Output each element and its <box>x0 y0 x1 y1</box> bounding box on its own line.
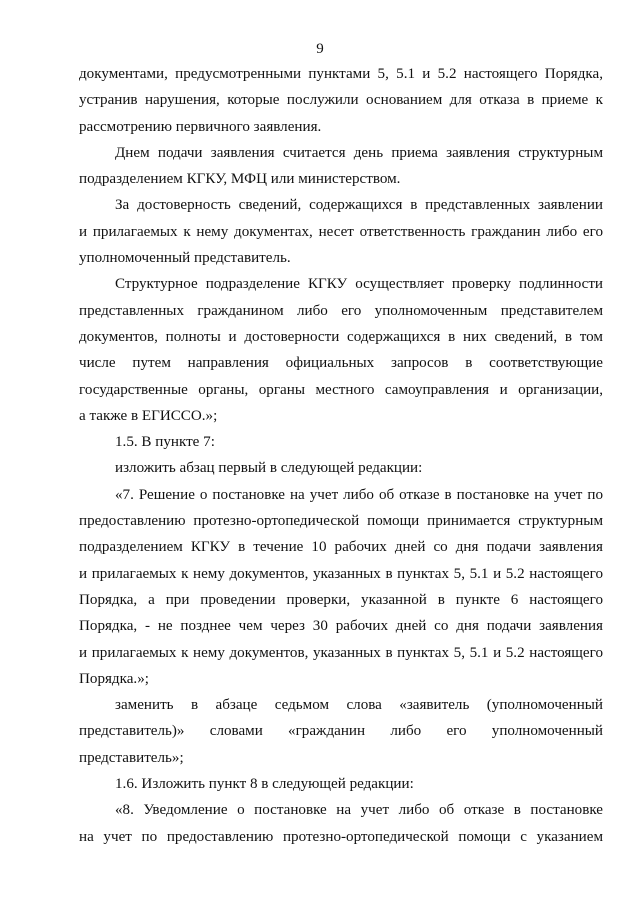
paragraph-item-1-5 <box>79 429 603 455</box>
text-line: документами, предусмотренными пунктами 5, 5.1 и 5.2 настоящего Порядка, <box>79 66 603 82</box>
text-line: и прилагаемых к нему документов, указанных в пунктах 5, 5.1 и 5.2 настоящего <box>79 644 603 661</box>
text-line: Порядка, - не позднее чем через 30 рабочих дней со дня подачи заявления <box>79 618 603 635</box>
text-line: предоставлению протезно-ортопедической помощи принимается структурным <box>79 513 603 530</box>
text-line: Порядка, а при проведении проверки, указанной в пункте 6 настоящего <box>79 591 603 608</box>
text-line: числе путем направления официальных запросов в соответствующие <box>79 355 603 372</box>
paragraph-item-1-6 <box>79 771 603 797</box>
text-line: а также в ЕГИССО.»; <box>79 407 218 424</box>
text-line: 1.6. Изложить пункт 8 в следующей редакции: <box>115 776 414 793</box>
text-line: устранив нарушения, которые послужили основанием для отказа в приеме к <box>79 92 603 109</box>
paragraph-filing-date <box>79 140 603 193</box>
page-number: 9 <box>316 41 324 57</box>
text-line: представитель»; <box>79 749 184 766</box>
text-line: рассмотрению первичного заявления. <box>79 118 322 135</box>
text-line: представленных гражданином либо его уполномоченным представителем <box>79 302 603 319</box>
text-line: подразделением КГКУ, МФЦ или министерством. <box>79 171 401 188</box>
paragraph-clause-8 <box>79 797 603 850</box>
text-line: Порядка.»; <box>79 670 149 687</box>
text-line: Днем подачи заявления считается день приема заявления структурным <box>115 144 603 161</box>
text-line: 1.5. В пункте 7: <box>115 434 215 451</box>
text-line: государственные органы, органы местного самоуправления и организации, <box>79 381 603 398</box>
text-line: изложить абзац первый в следующей редакции: <box>115 460 423 477</box>
text-line: на учет по предоставлению протезно-ортопедической помощи с указанием <box>79 828 603 845</box>
text-line: и прилагаемых к нему документов, указанных в пунктах 5, 5.1 и 5.2 настоящего <box>79 565 603 582</box>
document-body <box>79 61 603 850</box>
text-line: заменить в абзаце седьмом слова «заявитель (уполномоченный <box>115 697 603 714</box>
paragraph-verification <box>79 271 603 429</box>
paragraph-clause-7 <box>79 482 603 692</box>
text-line: представитель)» словами «гражданин либо его уполномоченный <box>79 723 603 740</box>
text-line: подразделением КГКУ в течение 10 рабочих дней со дня подачи заявления <box>79 539 603 556</box>
text-line: документов, полноты и достоверности содержащихся в них сведений, в том <box>79 328 603 345</box>
text-line: «7. Решение о постановке на учет либо об отказе в постановке на учет по <box>115 486 603 503</box>
text-line: За достоверность сведений, содержащихся в представленных заявлении <box>115 197 603 214</box>
text-line: и прилагаемых к нему документах, несет ответственность гражданин либо его <box>79 223 603 240</box>
paragraph-replace-words <box>79 692 603 771</box>
paragraph-amend-first <box>79 455 603 481</box>
paragraph-responsibility <box>79 192 603 271</box>
text-line: уполномоченный представитель. <box>79 250 291 267</box>
text-line: Структурное подразделение КГКУ осуществляет проверку подлинности <box>115 276 603 293</box>
text-line: «8. Уведомление о постановке на учет либо об отказе в постановке <box>115 802 603 819</box>
paragraph-continuation <box>79 61 603 140</box>
